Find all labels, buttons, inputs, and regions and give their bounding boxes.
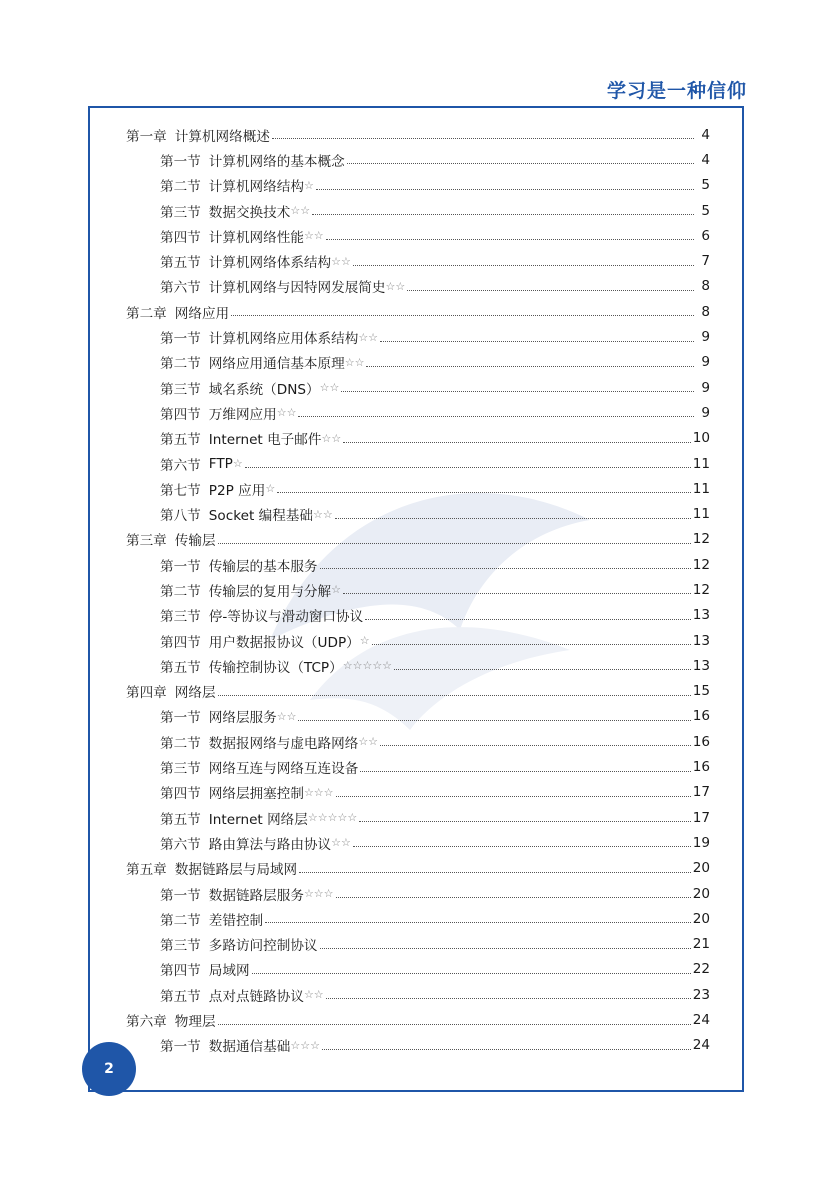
toc-page-number: 17 — [692, 784, 710, 801]
toc-entry-title: 计算机网络概述 — [174, 128, 270, 145]
dot-leader — [252, 973, 691, 974]
dot-leader — [394, 669, 691, 670]
toc-section-entry[interactable] — [126, 147, 710, 172]
toc-entry-title: 传输层 — [174, 533, 216, 550]
toc-section-entry[interactable] — [126, 248, 710, 273]
toc-entry-number: 第五节 — [160, 432, 201, 449]
toc-section-entry[interactable] — [126, 426, 710, 451]
dot-leader — [360, 771, 690, 772]
toc-entry-number: 第二节 — [160, 179, 201, 196]
dot-leader — [326, 998, 691, 999]
toc-entry-number: 第六节 — [160, 280, 201, 297]
toc-page-number: 12 — [692, 531, 710, 548]
toc-entry-number: 第一章 — [126, 128, 167, 145]
toc-chapter-entry[interactable] — [126, 856, 710, 881]
importance-stars: ☆ — [359, 634, 370, 648]
toc-section-entry[interactable] — [126, 350, 710, 375]
toc-entry-title: 数据链路层与局域网 — [174, 862, 298, 879]
toc-entry-number: 第三节 — [160, 381, 201, 398]
toc-entry-number: 第三节 — [160, 938, 201, 955]
toc-section-entry[interactable] — [126, 957, 710, 982]
importance-stars: ☆☆☆☆☆ — [342, 659, 393, 673]
toc-page-number: 19 — [692, 834, 710, 851]
dot-leader — [353, 846, 691, 847]
toc-entry-title: 网络应用 — [174, 305, 230, 322]
importance-stars: ☆☆☆ — [290, 1038, 320, 1052]
toc-section-entry[interactable] — [126, 906, 710, 931]
dot-leader — [336, 897, 691, 898]
importance-stars: ☆☆ — [290, 204, 311, 218]
toc-page-number: 9 — [701, 379, 710, 396]
dot-leader — [218, 1024, 691, 1025]
importance-stars: ☆☆ — [276, 709, 297, 723]
toc-page-number: 17 — [692, 809, 710, 826]
dot-leader — [299, 872, 691, 873]
toc-chapter-entry[interactable] — [126, 1007, 710, 1032]
toc-entry-title: 传输控制协议（TCP） — [208, 659, 343, 676]
toc-entry-number: 第五节 — [160, 811, 201, 828]
toc-section-entry[interactable] — [126, 274, 710, 299]
toc-entry-title: 差错控制 — [208, 912, 264, 929]
importance-stars: ☆ — [232, 457, 243, 470]
toc-entry-number: 第三节 — [160, 761, 201, 778]
toc-entry-number: 第七节 — [160, 482, 201, 499]
toc-section-entry[interactable] — [126, 653, 710, 678]
toc-section-entry[interactable] — [126, 881, 710, 906]
dot-leader — [277, 492, 690, 493]
dot-leader — [347, 163, 694, 164]
page-number-badge: 2 — [82, 1042, 136, 1096]
importance-stars: ☆☆ — [321, 431, 342, 445]
toc-page-number: 22 — [692, 961, 710, 978]
toc-entry-number: 第二章 — [126, 305, 167, 322]
toc-page-number: 16 — [692, 759, 710, 776]
toc-entry-number: 第五节 — [160, 255, 201, 272]
dot-leader — [322, 1049, 691, 1050]
dot-leader — [312, 214, 694, 215]
toc-entry-title: Internet 电子邮件 — [208, 432, 322, 449]
toc-entry-number: 第四节 — [160, 406, 201, 423]
dot-leader — [326, 239, 694, 240]
dot-leader — [365, 619, 690, 620]
toc-entry-number: 第一节 — [160, 1039, 201, 1056]
toc-entry-title: 万维网应用 — [208, 406, 277, 423]
dot-leader — [343, 442, 690, 443]
toc-page-number: 6 — [701, 227, 710, 244]
toc-section-entry[interactable] — [126, 198, 710, 223]
dot-leader — [343, 593, 691, 594]
toc-section-entry[interactable] — [126, 628, 710, 653]
toc-entry-number: 第二节 — [160, 912, 201, 929]
importance-stars: ☆☆☆ — [303, 785, 334, 799]
toc-page-number: 16 — [692, 708, 710, 725]
toc-entry-number: 第四章 — [126, 685, 167, 702]
dot-leader — [407, 290, 694, 291]
toc-page-number: 23 — [692, 986, 710, 1003]
toc-entry-number: 第二节 — [160, 735, 201, 752]
toc-page-number: 4 — [701, 151, 710, 168]
toc-page-number: 11 — [692, 480, 710, 497]
importance-stars: ☆☆☆ — [303, 887, 334, 901]
toc-section-entry[interactable] — [126, 603, 710, 628]
toc-entry-number: 第三节 — [160, 204, 201, 221]
toc-page-number: 13 — [692, 632, 710, 649]
toc-entry-title: 数据通信基础 — [208, 1039, 291, 1056]
toc-page-number: 11 — [692, 455, 710, 472]
toc-page-number: 13 — [692, 607, 710, 624]
toc-entry-number: 第三节 — [160, 609, 201, 626]
toc-page-number: 16 — [692, 733, 710, 750]
toc-entry-title: 计算机网络应用体系结构 — [208, 331, 359, 348]
toc-section-entry[interactable] — [126, 451, 710, 476]
toc-section-entry[interactable] — [126, 754, 710, 779]
toc-page-number: 5 — [701, 177, 710, 194]
toc-page-number: 8 — [701, 278, 710, 295]
toc-entry-title: 网络应用通信基本原理 — [208, 356, 345, 373]
toc-entry-title: 域名系统（DNS） — [208, 381, 320, 398]
toc-page-number: 12 — [692, 581, 710, 598]
importance-stars: ☆☆ — [344, 355, 365, 369]
toc-page-number: 5 — [701, 202, 710, 219]
importance-stars: ☆☆ — [303, 229, 324, 243]
importance-stars: ☆☆ — [303, 988, 324, 1002]
toc-page-number: 9 — [701, 354, 710, 371]
importance-stars: ☆☆ — [331, 836, 351, 850]
toc-section-entry[interactable] — [126, 375, 710, 400]
toc-entry-title: 停-等协议与滑动窗口协议 — [208, 609, 364, 626]
dot-leader — [380, 341, 694, 342]
toc-entry-title: FTP — [208, 455, 233, 472]
toc-entry-number: 第四节 — [160, 229, 201, 246]
importance-stars: ☆ — [303, 178, 314, 192]
toc-section-entry[interactable] — [126, 830, 710, 855]
toc-entry-number: 第八节 — [160, 508, 201, 525]
toc-entry-title: 物理层 — [174, 1014, 216, 1031]
importance-stars: ☆☆ — [276, 406, 297, 420]
dot-leader — [320, 568, 691, 569]
toc-page-number: 8 — [701, 303, 710, 320]
toc-entry-title: 局域网 — [208, 963, 250, 980]
dot-leader — [336, 796, 691, 797]
dot-leader — [380, 745, 691, 746]
toc-page-number: 24 — [692, 1037, 710, 1054]
toc-entry-title: 点对点链路协议 — [208, 988, 304, 1005]
dot-leader — [359, 821, 691, 822]
importance-stars: ☆☆ — [385, 279, 406, 293]
toc-entry-number: 第四节 — [160, 786, 201, 803]
toc-chapter-entry[interactable] — [126, 679, 710, 704]
toc-entry-title: P2P 应用 — [208, 482, 266, 499]
dot-leader — [320, 948, 691, 949]
toc-chapter-entry[interactable] — [126, 527, 710, 552]
header-title: 学习是一种信仰 — [606, 80, 747, 102]
toc-entry-number: 第四节 — [160, 634, 201, 651]
toc-section-entry[interactable] — [126, 400, 710, 425]
toc-page-number: 13 — [692, 657, 710, 674]
toc-entry-title: Internet 网络层 — [208, 811, 308, 828]
toc-page-number: 7 — [701, 253, 710, 270]
toc-section-entry[interactable] — [126, 476, 710, 501]
toc-section-entry[interactable] — [126, 173, 710, 198]
toc-page-number: 24 — [692, 1012, 710, 1029]
toc-entry-title: Socket 编程基础 — [208, 508, 313, 525]
toc-entry-number: 第一节 — [160, 710, 201, 727]
importance-stars: ☆☆ — [312, 507, 333, 521]
toc-page-number: 21 — [692, 936, 710, 953]
toc-section-entry[interactable] — [126, 805, 710, 830]
dot-leader — [298, 720, 690, 721]
dot-leader — [218, 543, 691, 544]
toc-section-entry[interactable] — [126, 932, 710, 957]
toc-entry-number: 第二节 — [160, 583, 201, 600]
toc-entry-number: 第三章 — [126, 533, 167, 550]
toc-entry-title: 网络层服务 — [208, 710, 277, 727]
dot-leader — [245, 467, 691, 468]
dot-leader — [265, 922, 691, 923]
toc-chapter-entry[interactable] — [126, 299, 710, 324]
toc-entry-title: 传输层的基本服务 — [208, 558, 318, 575]
importance-stars: ☆☆☆☆☆ — [307, 811, 358, 825]
toc-page-number: 20 — [692, 910, 710, 927]
table-of-contents — [126, 122, 710, 1058]
toc-entry-number: 第一节 — [160, 331, 201, 348]
toc-entry-title: 计算机网络性能 — [208, 229, 304, 246]
toc-section-entry[interactable] — [126, 1033, 710, 1058]
toc-page-number: 9 — [701, 329, 710, 346]
dot-leader — [231, 315, 694, 316]
toc-entry-number: 第一节 — [160, 558, 201, 575]
importance-stars: ☆☆ — [358, 735, 379, 749]
toc-section-entry[interactable] — [126, 704, 710, 729]
toc-entry-title: 数据报网络与虚电路网络 — [208, 735, 359, 752]
toc-entry-number: 第四节 — [160, 963, 201, 980]
dot-leader — [335, 518, 691, 519]
toc-entry-title: 计算机网络的基本概念 — [208, 153, 345, 170]
toc-entry-title: 用户数据报协议（UDP） — [208, 634, 360, 651]
importance-stars: ☆☆ — [358, 330, 379, 344]
toc-section-entry[interactable] — [126, 729, 710, 754]
toc-entry-number: 第六节 — [160, 457, 201, 474]
toc-entry-title: 多路访问控制协议 — [208, 938, 318, 955]
toc-section-entry[interactable] — [126, 324, 710, 349]
toc-entry-number: 第五节 — [160, 659, 201, 676]
toc-entry-number: 第六节 — [160, 836, 201, 853]
toc-section-entry[interactable] — [126, 780, 710, 805]
toc-page-number: 20 — [692, 860, 710, 877]
importance-stars: ☆ — [265, 482, 276, 496]
toc-entry-title: 数据链路层服务 — [208, 887, 304, 904]
dot-leader — [298, 416, 694, 417]
toc-page-number: 10 — [692, 430, 710, 447]
toc-page-number: 15 — [692, 683, 710, 700]
toc-entry-number: 第一节 — [160, 887, 201, 904]
toc-entry-title: 网络层 — [174, 685, 216, 702]
toc-entry-number: 第五章 — [126, 862, 167, 879]
toc-section-entry[interactable] — [126, 982, 710, 1007]
toc-entry-title: 路由算法与路由协议 — [208, 836, 332, 853]
toc-section-entry[interactable] — [126, 577, 710, 602]
toc-entry-title: 网络互连与网络互连设备 — [208, 761, 359, 778]
toc-entry-title: 数据交换技术 — [208, 204, 291, 221]
toc-entry-title: 网络层拥塞控制 — [208, 786, 304, 803]
dot-leader — [316, 189, 694, 190]
toc-entry-number: 第六章 — [126, 1014, 167, 1031]
toc-entry-number: 第五节 — [160, 988, 201, 1005]
toc-entry-title: 计算机网络与因特网发展简史 — [208, 280, 386, 297]
toc-section-entry[interactable] — [126, 223, 710, 248]
toc-page-number: 20 — [692, 885, 710, 902]
dot-leader — [218, 695, 691, 696]
toc-entry-number: 第一节 — [160, 153, 201, 170]
toc-chapter-entry[interactable] — [126, 122, 710, 147]
dot-leader — [341, 391, 694, 392]
dot-leader — [372, 644, 691, 645]
toc-section-entry[interactable] — [126, 501, 710, 526]
toc-page-number: 4 — [701, 126, 710, 143]
toc-entry-number: 第二节 — [160, 356, 201, 373]
importance-stars: ☆☆ — [319, 381, 340, 395]
toc-entry-title: 计算机网络结构 — [208, 179, 304, 196]
toc-entry-title: 传输层的复用与分解 — [208, 583, 332, 600]
dot-leader — [366, 366, 694, 367]
toc-entry-title: 计算机网络体系结构 — [208, 255, 332, 272]
toc-page-number: 11 — [692, 506, 710, 523]
dot-leader — [272, 138, 694, 139]
toc-page-number: 12 — [692, 556, 710, 573]
importance-stars: ☆☆ — [331, 254, 351, 268]
importance-stars: ☆ — [331, 583, 341, 597]
toc-page-number: 9 — [701, 404, 710, 421]
toc-section-entry[interactable] — [126, 552, 710, 577]
dot-leader — [353, 265, 694, 266]
